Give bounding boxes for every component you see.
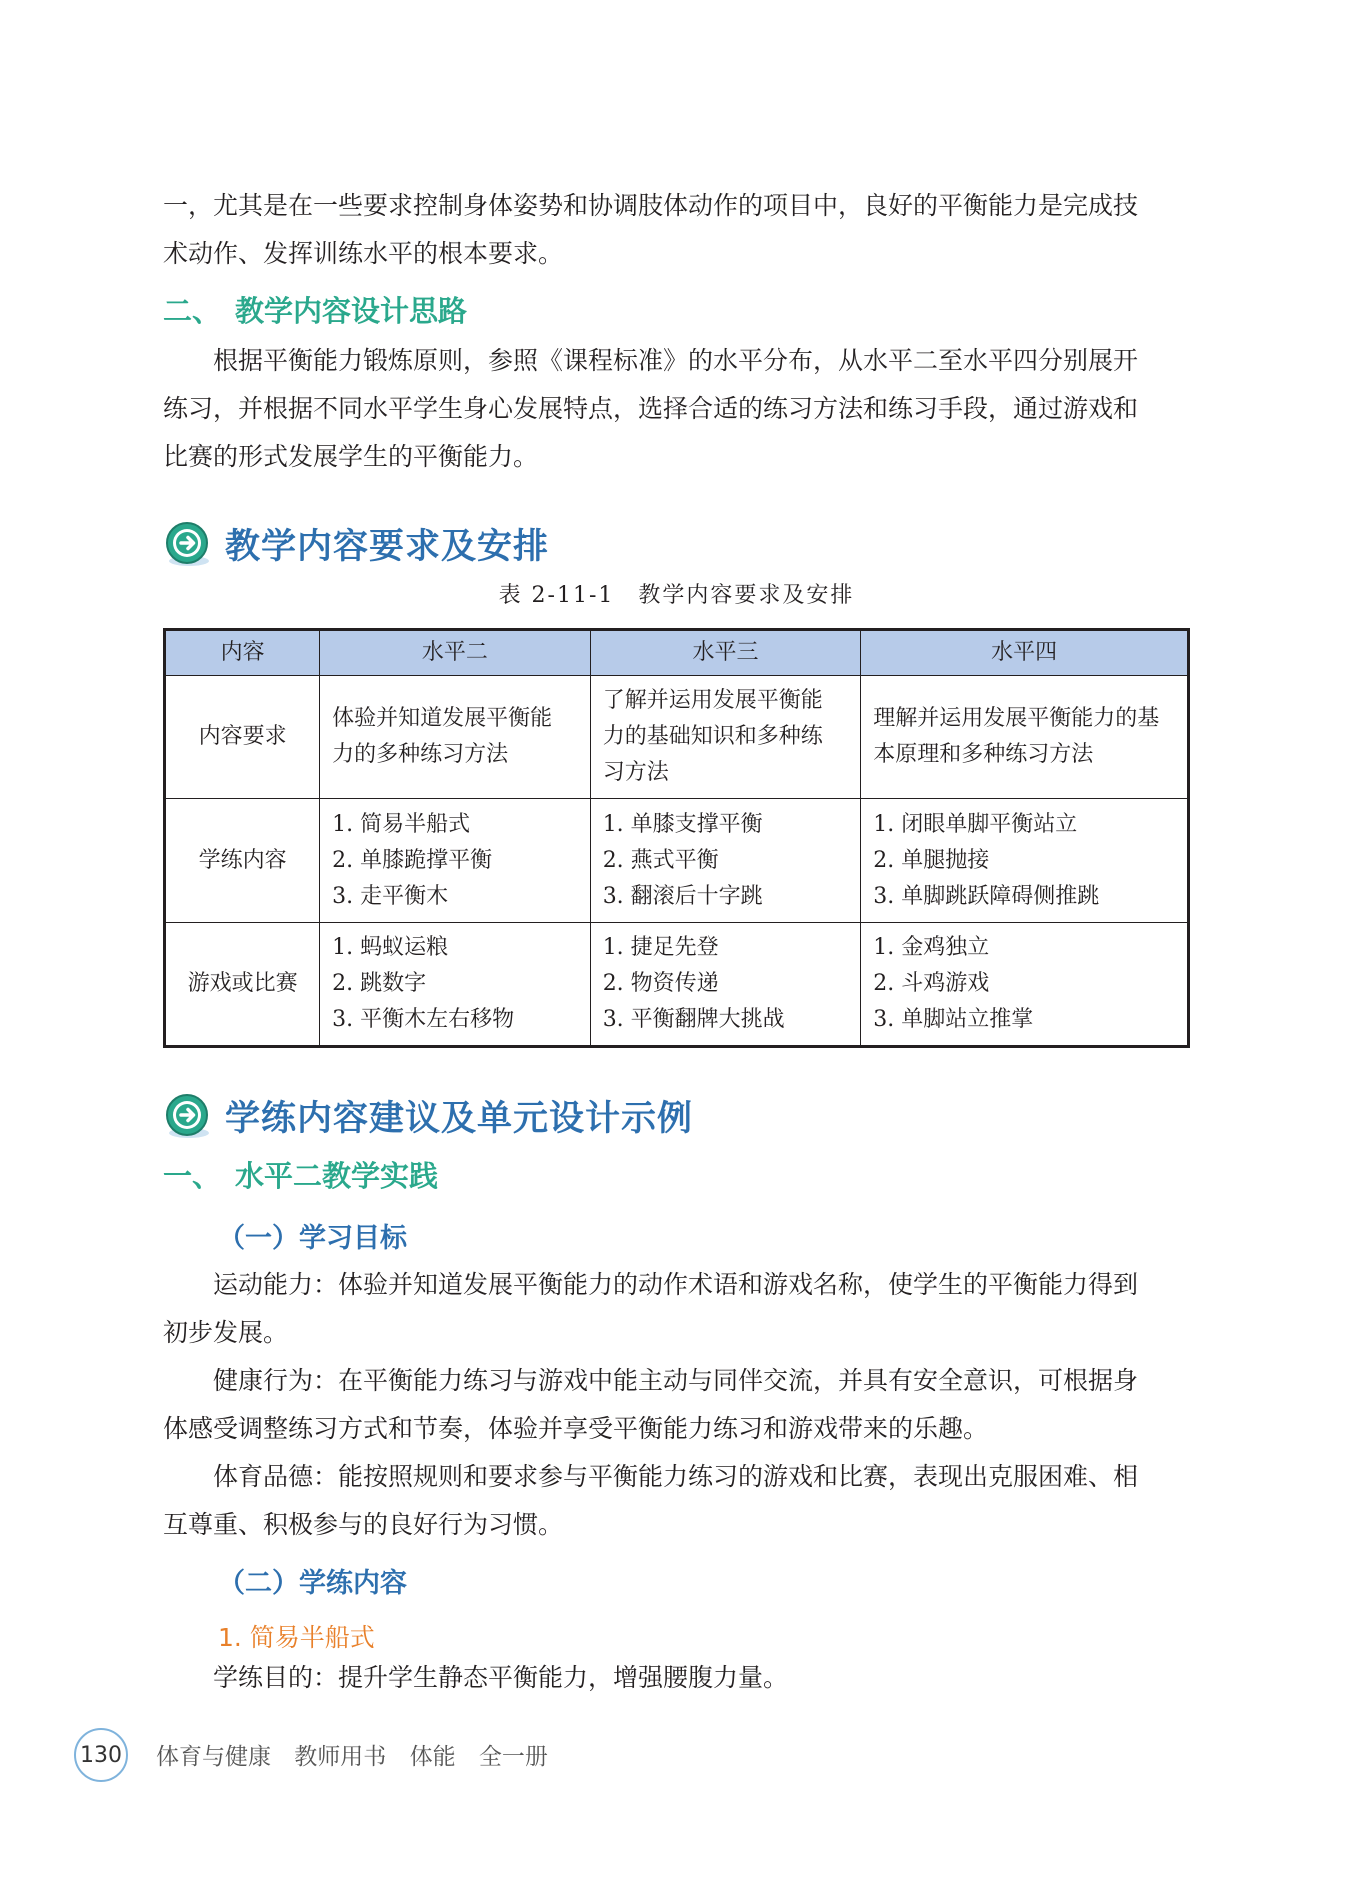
table-cell bbox=[861, 923, 1189, 1047]
table-caption: 表 2-11-1 教学内容要求及安排 bbox=[498, 583, 855, 608]
cell-line: 3. 走平衡木 bbox=[332, 883, 449, 909]
cell-line: 3. 单脚站立推掌 bbox=[873, 1007, 1034, 1032]
table-cell bbox=[590, 799, 861, 923]
cell-line: 了解并运用发展平衡能 bbox=[602, 688, 823, 713]
content-paragraph bbox=[163, 1654, 1193, 1702]
intro-paragraph bbox=[163, 182, 1193, 278]
goals-paragraph-motor bbox=[163, 1261, 1193, 1357]
goals-line: 健康行为：在平衡能力练习与游戏中能主动与同伴交流，并具有安全意识，可根据身 bbox=[163, 1366, 1139, 1395]
cell-line: 1. 单膝支撑平衡 bbox=[602, 811, 763, 837]
goals-line: 体育品德：能按照规则和要求参与平衡能力练习的游戏和比赛，表现出克服困难、相 bbox=[163, 1462, 1139, 1491]
cell-line: 本原理和多种练习方法 bbox=[873, 742, 1094, 767]
design-line: 根据平衡能力锻炼原则，参照《课程标准》的水平分布，从水平二至水平四分别展开 bbox=[163, 346, 1139, 375]
page-number: 130 bbox=[74, 1728, 128, 1782]
practice-heading-number: 一、 bbox=[163, 1159, 222, 1193]
section-title: 教学内容要求及安排 bbox=[225, 526, 550, 567]
goals-line: 初步发展。 bbox=[163, 1318, 289, 1347]
row-label: 内容要求 bbox=[165, 676, 320, 799]
table-row bbox=[165, 923, 1189, 1047]
table-cell bbox=[320, 799, 591, 923]
intro-line: 术动作、发挥训练水平的根本要求。 bbox=[163, 239, 564, 268]
cell-line: 1. 金鸡独立 bbox=[873, 935, 990, 960]
cell-line: 3. 平衡木左右移物 bbox=[332, 1007, 515, 1032]
practice-heading-title: 水平二教学实践 bbox=[235, 1159, 439, 1193]
design-line: 练习，并根据不同水平学生身心发展特点，选择合适的练习方法和练习手段，通过游戏和 bbox=[163, 394, 1139, 423]
table-header-cell: 水平三 bbox=[590, 630, 861, 676]
table-row bbox=[165, 799, 1189, 923]
practice-heading bbox=[163, 1154, 438, 1195]
requirements-table bbox=[163, 628, 1190, 1048]
cell-line: 2. 燕式平衡 bbox=[602, 847, 719, 873]
intro-line: 一，尤其是在一些要求控制身体姿势和协调肢体动作的项目中，良好的平衡能力是完成技 bbox=[163, 191, 1139, 220]
cell-line: 3. 翻滚后十字跳 bbox=[602, 883, 763, 909]
cell-line: 1. 捷足先登 bbox=[602, 935, 719, 960]
arrow-circle-icon bbox=[163, 519, 213, 569]
goals-heading: （一）学习目标 bbox=[218, 1223, 407, 1254]
cell-line: 1. 简易半船式 bbox=[332, 811, 471, 837]
design-heading-title: 教学内容设计思路 bbox=[235, 294, 468, 328]
cell-line: 2. 单腿抛接 bbox=[873, 847, 990, 873]
cell-line: 力的基础知识和多种练 bbox=[602, 724, 823, 749]
cell-line: 2. 斗鸡游戏 bbox=[873, 971, 990, 996]
goals-paragraph-character bbox=[163, 1453, 1193, 1549]
goals-line: 互尊重、积极参与的良好行为习惯。 bbox=[163, 1510, 564, 1539]
table-header-cell: 内容 bbox=[165, 630, 320, 676]
content-line: 学练目的：提升学生静态平衡能力，增强腰腹力量。 bbox=[163, 1663, 789, 1692]
table-cell bbox=[861, 799, 1189, 923]
row-label: 学练内容 bbox=[165, 799, 320, 923]
cell-line: 理解并运用发展平衡能力的基 bbox=[873, 706, 1160, 731]
cell-line: 3. 平衡翻牌大挑战 bbox=[602, 1007, 785, 1032]
section-title: 学练内容建议及单元设计示例 bbox=[225, 1098, 694, 1139]
cell-line: 习方法 bbox=[602, 760, 669, 785]
cell-line: 2. 物资传递 bbox=[602, 971, 719, 996]
cell-line: 1. 闭眼单脚平衡站立 bbox=[873, 811, 1078, 837]
book-title: 体育与健康 教师用书 体能 全一册 bbox=[156, 1744, 548, 1770]
goals-line: 体感受调整练习方式和节奏，体验并享受平衡能力练习和游戏带来的乐趣。 bbox=[163, 1414, 989, 1443]
table-cell bbox=[320, 923, 591, 1047]
goals-paragraph-health bbox=[163, 1357, 1193, 1453]
table-row bbox=[165, 676, 1189, 799]
goals-line: 运动能力：体验并知道发展平衡能力的动作术语和游戏名称，使学生的平衡能力得到 bbox=[163, 1270, 1139, 1299]
content-heading: （二）学练内容 bbox=[218, 1568, 407, 1599]
table-header-cell: 水平四 bbox=[861, 630, 1189, 676]
cell-line: 2. 跳数字 bbox=[332, 971, 427, 996]
cell-line: 体验并知道发展平衡能 bbox=[332, 706, 553, 731]
arrow-circle-icon bbox=[163, 1091, 213, 1141]
design-line: 比赛的形式发展学生的平衡能力。 bbox=[163, 442, 539, 471]
design-heading-number: 二、 bbox=[163, 294, 222, 328]
table-cell bbox=[590, 923, 861, 1047]
table-cell bbox=[590, 676, 861, 799]
row-label: 游戏或比赛 bbox=[165, 923, 320, 1047]
content-subheading: 1. 简易半船式 bbox=[218, 1623, 375, 1652]
cell-line: 3. 单脚跳跃障碍侧推跳 bbox=[873, 883, 1100, 909]
cell-line: 力的多种练习方法 bbox=[332, 742, 509, 767]
cell-line: 1. 蚂蚁运粮 bbox=[332, 935, 449, 960]
table-header-row bbox=[165, 630, 1189, 676]
cell-line: 2. 单膝跪撑平衡 bbox=[332, 847, 493, 873]
section-heading-suggestions bbox=[163, 1088, 693, 1144]
design-paragraph bbox=[163, 337, 1193, 481]
table-header-cell: 水平二 bbox=[320, 630, 591, 676]
table-cell bbox=[320, 676, 591, 799]
section-heading-requirements bbox=[163, 516, 549, 572]
table-cell bbox=[861, 676, 1189, 799]
design-heading bbox=[163, 289, 467, 330]
